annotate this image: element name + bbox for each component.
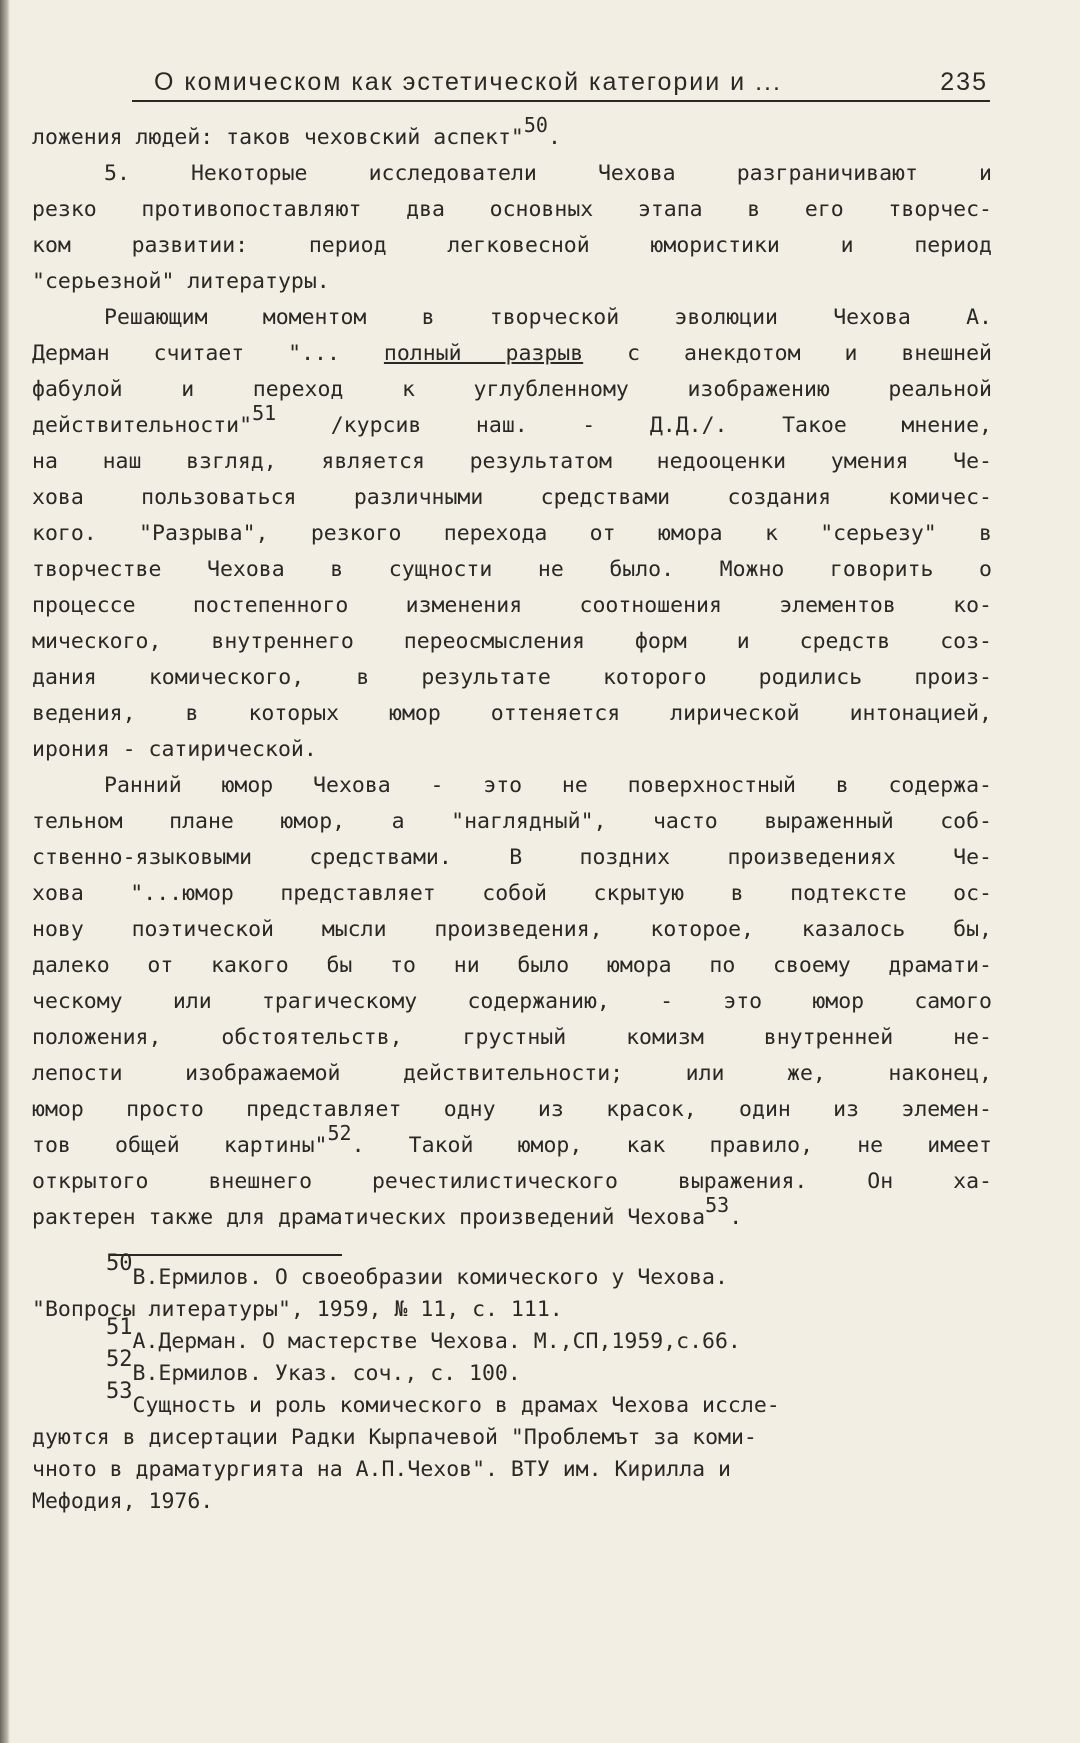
text-line bbox=[32, 1020, 992, 1056]
footnote-line bbox=[32, 1454, 992, 1486]
text-line bbox=[32, 984, 992, 1020]
text-line bbox=[32, 264, 992, 300]
text-segment: лепости изображаемой действительности; или же, наконец, bbox=[32, 1061, 992, 1086]
text-line bbox=[32, 1056, 992, 1092]
footnote-text: Мефодия, 1976. bbox=[32, 1489, 214, 1514]
text-segment: Дерман считает "... bbox=[32, 341, 384, 366]
footnote-text: В.Ермилов. Указ. соч., с. 100. bbox=[132, 1361, 521, 1386]
running-header bbox=[132, 66, 990, 102]
text-segment: дания комического, в результате которого родились произ- bbox=[32, 665, 992, 690]
main-text bbox=[32, 112, 993, 1236]
text-segment: рактерен также для драматических произведений Чехова bbox=[32, 1205, 706, 1230]
footnote-text: Сущность и роль комического в драмах Чехова иссле- bbox=[132, 1393, 780, 1418]
text-line bbox=[32, 192, 992, 228]
footnote-line bbox=[32, 1422, 992, 1454]
text-line bbox=[32, 372, 992, 408]
text-line bbox=[32, 732, 992, 768]
text-line bbox=[32, 552, 992, 588]
text-line bbox=[32, 300, 992, 336]
footnote-text: чното в драматургията на А.П.Чехов". ВТУ им. Кирилла и bbox=[32, 1457, 731, 1482]
book-page bbox=[22, 0, 1022, 1743]
text-line bbox=[32, 696, 992, 732]
text-line bbox=[32, 912, 992, 948]
text-segment: хова пользоваться различными средствами создания комичес- bbox=[32, 485, 992, 510]
text-line bbox=[32, 660, 992, 696]
text-segment: творчестве Чехова в сущности не было. Можно говорить о bbox=[32, 557, 992, 582]
underlined-phrase: полный разрыв bbox=[383, 341, 584, 366]
footnote-number: 51 bbox=[106, 1314, 133, 1340]
footnotes bbox=[32, 1250, 992, 1518]
footnote-ref: 52 bbox=[327, 1120, 352, 1145]
text-line bbox=[32, 588, 992, 624]
footnote-number: 50 bbox=[106, 1250, 133, 1276]
text-segment: кого. "Разрыва", резкого перехода от юмора к "серьезу" в bbox=[32, 521, 992, 546]
text-segment: нову поэтической мысли произведения, которое, казалось бы, bbox=[32, 917, 992, 942]
text-segment: тельном плане юмор, а "наглядный", часто выраженный соб- bbox=[32, 809, 992, 834]
text-segment: Ранний юмор Чехова - это не поверхностный в содержа- bbox=[104, 773, 992, 798]
text-line bbox=[32, 948, 992, 984]
text-line bbox=[32, 1120, 993, 1164]
text-segment: тов общей картины" bbox=[32, 1133, 328, 1158]
footnote-number: 52 bbox=[106, 1346, 133, 1372]
text-line bbox=[32, 624, 992, 660]
footnote-text: "Вопросы литературы", 1959, № 11, с. 111. bbox=[32, 1297, 563, 1322]
text-segment: мического, внутреннего переосмысления форм и средств соз- bbox=[32, 629, 992, 654]
text-segment: Решающим моментом в творческой эволюции Чехова А. bbox=[104, 305, 992, 330]
text-segment: ложения людей: таков чеховский аспект" bbox=[32, 125, 524, 150]
text-line bbox=[32, 1164, 992, 1200]
text-segment: . Такой юмор, как правило, не имеет bbox=[351, 1133, 993, 1158]
footnote-line bbox=[32, 1346, 992, 1390]
footnote-line bbox=[32, 1314, 992, 1358]
text-line bbox=[32, 400, 992, 444]
text-line bbox=[32, 1092, 992, 1128]
running-title: О комическом как эстетической категории и ... bbox=[154, 68, 782, 96]
text-segment: ком развитии: период легковесной юмористики и период bbox=[32, 233, 992, 258]
book-spine-shadow bbox=[0, 0, 10, 1743]
text-segment: 5. Некоторые исследователи Чехова разграничивают и bbox=[104, 161, 992, 186]
page-number: 235 bbox=[940, 68, 988, 96]
footnote-line bbox=[32, 1294, 992, 1326]
text-segment: далеко от какого бы то ни было юмора по своему драмати- bbox=[32, 953, 992, 978]
text-segment: ческому или трагическому содержанию, - это юмор самого bbox=[32, 989, 992, 1014]
text-segment: открытого внешнего речестилистического выражения. Он ха- bbox=[32, 1169, 992, 1194]
text-segment: . bbox=[729, 1205, 743, 1230]
footnote-ref: 50 bbox=[523, 112, 548, 137]
text-segment: с анекдотом и внешней bbox=[583, 341, 992, 366]
text-segment: хова "...юмор представляет собой скрытую в подтексте ос- bbox=[32, 881, 992, 906]
text-line bbox=[32, 444, 992, 480]
text-segment: на наш взгляд, является результатом недооценки умения Че- bbox=[32, 449, 992, 474]
text-segment: фабулой и переход к углубленному изображению реальной bbox=[32, 377, 992, 402]
text-segment: процессе постепенного изменения соотношения элементов ко- bbox=[32, 593, 992, 618]
text-line bbox=[32, 768, 992, 804]
text-line bbox=[32, 840, 992, 876]
footnote-text: А.Дерман. О мастерстве Чехова. М.,СП,1959,с.66. bbox=[132, 1329, 741, 1354]
text-line bbox=[32, 804, 992, 840]
footnote-text: дуются в дисертации Радки Кырпачевой "Проблемът за коми- bbox=[32, 1425, 757, 1450]
text-line bbox=[32, 516, 992, 552]
footnote-ref: 51 bbox=[252, 400, 277, 425]
text-segment: юмор просто представляет одну из красок, один из элемен- bbox=[32, 1097, 992, 1122]
text-line bbox=[32, 1192, 992, 1236]
footnote-line bbox=[32, 1250, 992, 1294]
text-segment: положения, обстоятельств, грустный комизм внутренней не- bbox=[32, 1025, 992, 1050]
footnote-separator bbox=[110, 1254, 342, 1256]
text-line bbox=[32, 876, 992, 912]
footnote-line bbox=[32, 1378, 992, 1422]
text-line bbox=[32, 336, 992, 372]
text-segment: . bbox=[547, 125, 561, 150]
text-segment: резко противопоставляют два основных этапа в его творчес- bbox=[32, 197, 992, 222]
text-line bbox=[32, 156, 992, 192]
text-line bbox=[32, 112, 992, 156]
text-segment: ирония - сатирической. bbox=[32, 737, 317, 762]
footnote-number: 53 bbox=[106, 1378, 133, 1404]
text-segment: "серьезной" литературы. bbox=[32, 269, 330, 294]
footnote-text: В.Ермилов. О своеобразии комического у Чехова. bbox=[132, 1265, 728, 1290]
text-line bbox=[32, 228, 992, 264]
footnote-ref: 53 bbox=[705, 1192, 730, 1217]
text-segment: действительности" bbox=[32, 413, 253, 438]
text-segment: ственно-языковыми средствами. В поздних произведениях Че- bbox=[32, 845, 992, 870]
text-line bbox=[32, 480, 992, 516]
text-segment: ведения, в которых юмор оттеняется лирической интонацией, bbox=[32, 701, 992, 726]
footnote-line bbox=[32, 1486, 992, 1518]
text-segment: /курсив наш. - Д.Д./. Такое мнение, bbox=[276, 413, 992, 438]
